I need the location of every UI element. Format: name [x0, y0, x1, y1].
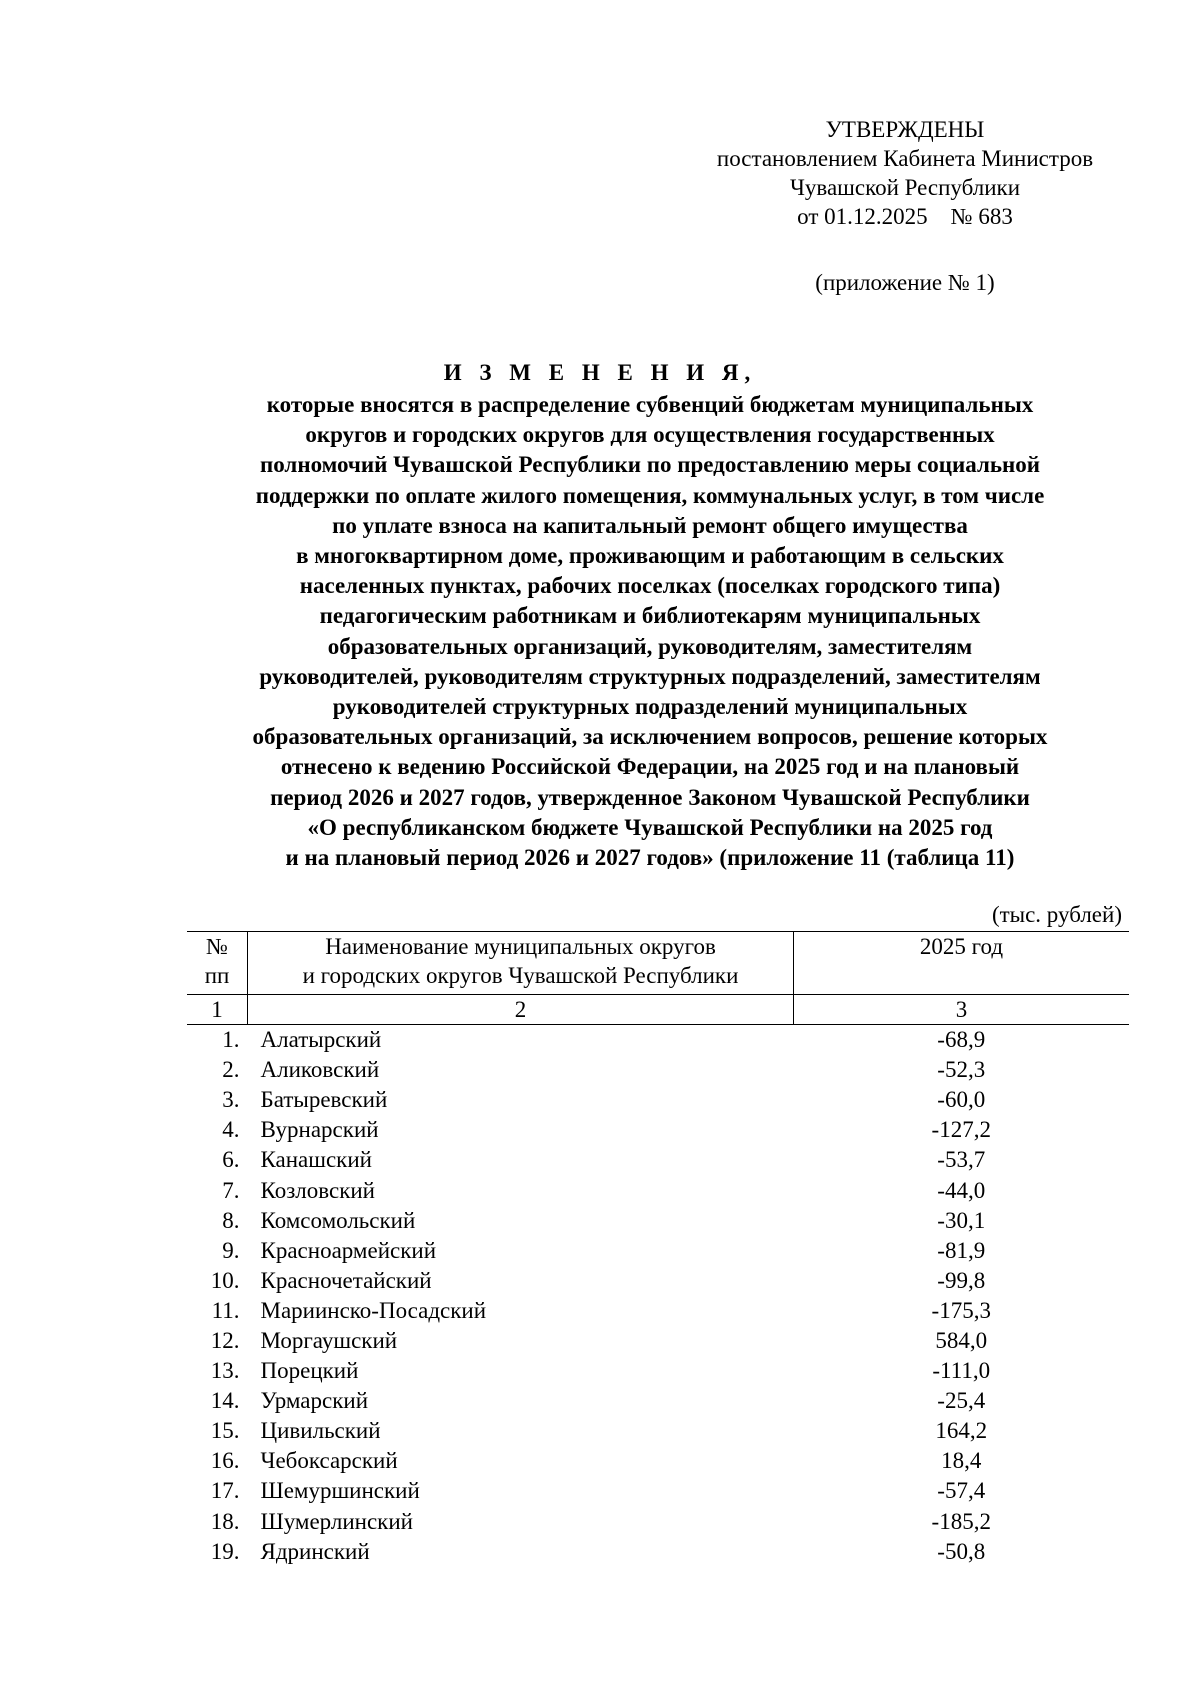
table-row: [187, 1386, 1129, 1416]
row-number: 6.: [222, 1147, 240, 1173]
value-2025: -127,2: [931, 1117, 991, 1143]
subtitle-line: педагогическим работникам и библиотекарям муниципальных: [319, 603, 981, 629]
row-number: 9.: [222, 1237, 240, 1263]
table-row: [187, 1507, 1129, 1537]
row-number: 2.: [222, 1057, 240, 1083]
table-header-row: [187, 932, 1129, 995]
table-row: [187, 1206, 1129, 1236]
approval-issuer: постановлением Кабинета Министров: [716, 146, 1094, 171]
value-2025: -52,3: [937, 1057, 986, 1083]
municipality-name: Чебоксарский: [260, 1448, 398, 1474]
subtitle-line: по уплате взноса на капитальный ремонт общего имущества: [332, 512, 968, 538]
subvention-changes-table: [187, 931, 1129, 1567]
row-number: 7.: [222, 1177, 240, 1203]
table-row: [187, 1055, 1129, 1085]
document-title: И З М Е Н Е Н И Я,: [443, 360, 757, 385]
row-number: 1.: [222, 1027, 240, 1053]
header-number-line2: пп: [204, 963, 230, 988]
table-row: [187, 1356, 1129, 1386]
municipality-name: Цивильский: [260, 1418, 381, 1444]
value-2025: 18,4: [941, 1448, 982, 1474]
table-row: [187, 1446, 1129, 1476]
municipality-name: Ядринский: [260, 1538, 370, 1564]
header-year-2025: 2025 год: [794, 932, 1130, 995]
subtitle-line: и на плановый период 2026 и 2027 годов» (приложение 11 (таблица 11): [285, 845, 1015, 871]
row-number: 3.: [222, 1087, 240, 1113]
municipality-name: Комсомольский: [260, 1207, 416, 1233]
table-row: [187, 1266, 1129, 1296]
appendix-note: (приложение № 1): [815, 270, 995, 295]
table-row: [187, 1085, 1129, 1115]
row-number: 19.: [210, 1538, 240, 1564]
subtitle-line: полномочий Чувашской Республики по предоставлению меры социальной: [259, 452, 1041, 478]
municipality-name: Алатырский: [260, 1027, 382, 1053]
document-subtitle: [190, 390, 1110, 873]
value-2025: -68,9: [937, 1027, 986, 1053]
column-number-row: [187, 995, 1129, 1025]
subtitle-line: образовательных организаций, руководителям, заместителям: [327, 633, 973, 659]
table-row: [187, 1236, 1129, 1266]
municipality-name: Мариинско-Посадский: [260, 1297, 487, 1323]
approval-heading: УТВЕРЖДЕНЫ: [825, 117, 985, 142]
table-row: [187, 1025, 1129, 1056]
value-2025: -25,4: [937, 1388, 986, 1414]
value-2025: -50,8: [937, 1538, 986, 1564]
header-name-line1: Наименование муниципальных округов: [325, 934, 716, 959]
table-row: [187, 1326, 1129, 1356]
approval-date-number: от 01.12.2025 № 683: [797, 204, 1013, 229]
value-2025: -111,0: [932, 1358, 991, 1384]
municipality-name: Вурнарский: [260, 1117, 379, 1143]
municipality-name: Порецкий: [260, 1358, 359, 1384]
subtitle-line: руководителей, руководителям структурных подразделений, заместителям: [259, 663, 1041, 689]
value-2025: -81,9: [937, 1237, 986, 1263]
municipality-name: Моргаушский: [260, 1327, 398, 1353]
value-2025: -175,3: [931, 1297, 991, 1323]
value-2025: -44,0: [937, 1177, 986, 1203]
column-number-3: 3: [794, 995, 1130, 1025]
header-municipality-name: [248, 932, 794, 995]
table-row: [187, 1416, 1129, 1446]
value-2025: -53,7: [937, 1147, 986, 1173]
subtitle-line: в многоквартирном доме, проживающим и работающим в сельских: [296, 543, 1004, 569]
value-2025: 164,2: [935, 1418, 988, 1444]
header-number: [187, 932, 248, 995]
units-label: (тыс. рублей): [991, 902, 1122, 927]
row-number: 11.: [211, 1297, 240, 1323]
value-2025: -57,4: [937, 1478, 986, 1504]
row-number: 13.: [210, 1358, 240, 1384]
table-row: [187, 1296, 1129, 1326]
municipality-name: Красноармейский: [260, 1237, 436, 1263]
subtitle-line: руководителей структурных подразделений муниципальных: [332, 694, 968, 720]
subtitle-line: отнесено к ведению Российской Федерации, на 2025 год и на плановый: [280, 754, 1020, 780]
table-row: [187, 1145, 1129, 1175]
row-number: 8.: [222, 1207, 240, 1233]
row-number: 14.: [210, 1388, 240, 1414]
table-row: [187, 1537, 1129, 1567]
row-number: 10.: [210, 1267, 240, 1293]
approval-block: [690, 115, 1120, 231]
value-2025: -60,0: [937, 1087, 986, 1113]
header-number-line1: №: [206, 934, 228, 959]
subtitle-line: населенных пунктах, рабочих поселках (поселках городского типа): [299, 573, 1001, 599]
column-number-1: 1: [187, 995, 248, 1025]
subtitle-line: образовательных организаций, за исключением вопросов, решение которых: [252, 724, 1048, 750]
municipality-name: Красночетайский: [260, 1267, 432, 1293]
subtitle-line: период 2026 и 2027 годов, утвержденное Законом Чувашской Республики: [270, 784, 1030, 810]
row-number: 16.: [210, 1448, 240, 1474]
row-number: 12.: [210, 1327, 240, 1353]
header-name-line2: и городских округов Чувашской Республики: [302, 963, 739, 988]
subtitle-line: «О республиканском бюджете Чувашской Республики на 2025 год: [307, 814, 993, 840]
column-number-2: 2: [248, 995, 794, 1025]
value-2025: 584,0: [935, 1327, 988, 1353]
row-number: 4.: [222, 1117, 240, 1143]
approval-republic: Чувашской Республики: [789, 175, 1021, 200]
municipality-name: Батыревский: [260, 1087, 388, 1113]
value-2025: -30,1: [937, 1207, 986, 1233]
municipality-name: Канашский: [260, 1147, 372, 1173]
subtitle-line: округов и городских округов для осуществления государственных: [305, 422, 995, 448]
municipality-name: Козловский: [260, 1177, 375, 1203]
row-number: 18.: [210, 1508, 240, 1534]
value-2025: -185,2: [931, 1508, 991, 1534]
row-number: 15.: [210, 1418, 240, 1444]
municipality-name: Урмарский: [260, 1388, 369, 1414]
municipality-name: Шемуршинский: [260, 1478, 420, 1504]
table-row: [187, 1476, 1129, 1506]
table-row: [187, 1115, 1129, 1145]
table-row: [187, 1175, 1129, 1205]
municipality-name: Шумерлинский: [260, 1508, 413, 1534]
municipality-name: Аликовский: [260, 1057, 380, 1083]
subtitle-line: поддержки по оплате жилого помещения, коммунальных услуг, в том числе: [255, 482, 1045, 508]
subtitle-line: которые вносятся в распределение субвенций бюджетам муниципальных: [266, 392, 1034, 417]
row-number: 17.: [210, 1478, 240, 1504]
value-2025: -99,8: [937, 1267, 986, 1293]
